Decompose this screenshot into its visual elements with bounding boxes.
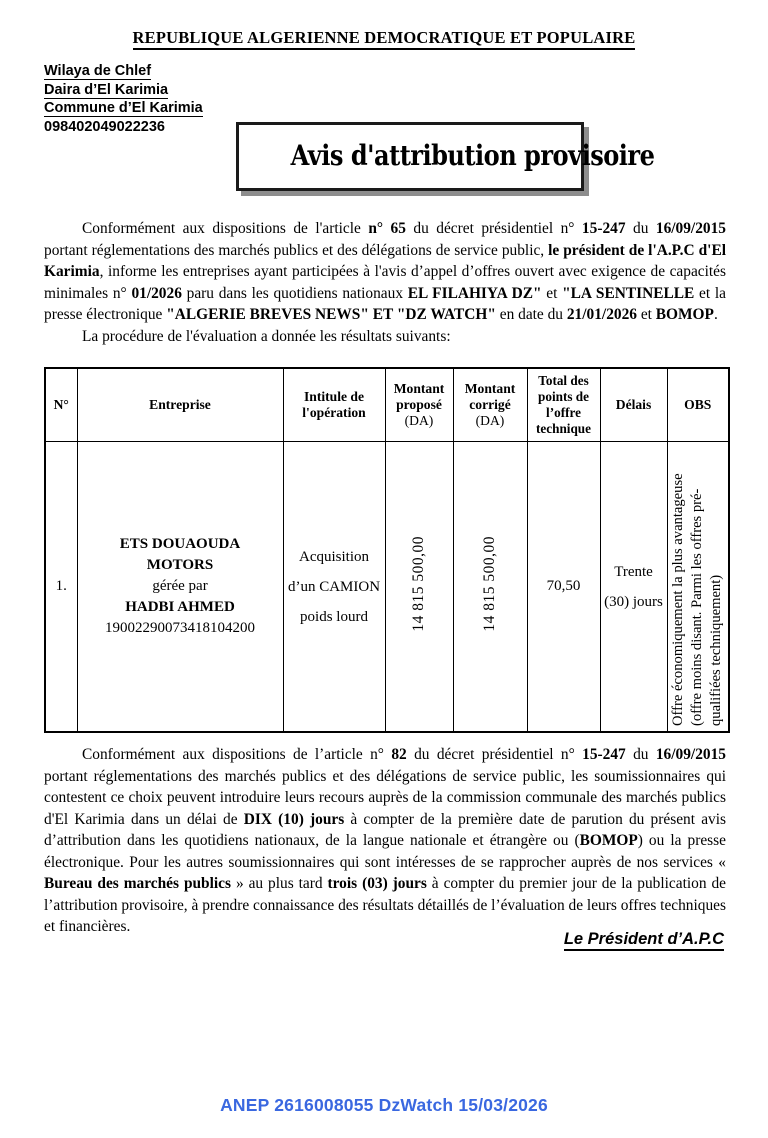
closing-seg2: du décret présidentiel n° — [406, 746, 583, 763]
intro-journal-3: "ALGERIE BREVES NEWS" ET "DZ WATCH" — [166, 306, 496, 323]
daira-line — [44, 81, 203, 100]
header-montant-propose — [385, 368, 453, 442]
header-montant-corrige-l1: Montant — [464, 381, 516, 396]
intro-paragraph — [44, 218, 726, 326]
table-header-row — [45, 368, 729, 442]
header-montant-corrige — [453, 368, 527, 442]
intro-seg3: du — [625, 220, 656, 237]
entreprise-name-l1: ETS DOUAOUDA — [119, 536, 241, 552]
closing-bureau: Bureau des marchés publics — [44, 875, 231, 892]
daira-text: Daira d’El Karimia — [44, 81, 169, 98]
closing-decret-no: 15-247 — [582, 746, 626, 763]
entreprise-registry-number: 19002290073418104200 — [105, 620, 255, 636]
intro-seg10: et — [636, 306, 656, 323]
intro-seg9: en date du — [495, 306, 567, 323]
header-intitule-l2: l'opération — [302, 405, 366, 420]
cell-montant-corrige — [453, 442, 527, 733]
header-montant-corrige-l2: corrigé — [469, 397, 511, 412]
entreprise-name-l2: MOTORS — [146, 557, 214, 573]
wilaya-text: Wilaya de Chlef — [44, 63, 152, 79]
results-table-head — [45, 368, 729, 442]
header-montant-propose-l2: proposé — [396, 397, 442, 412]
intro-appel-no: 01/2026 — [131, 284, 182, 302]
intro-seg4: portant réglementations des marchés publics et des délégations de service public, — [44, 241, 549, 259]
closing-decret-date: 16/09/2015 — [655, 746, 726, 763]
national-heading — [0, 0, 768, 48]
header-montant-propose-unit: (DA) — [404, 413, 434, 428]
header-entreprise: Entreprise — [77, 368, 283, 442]
obs-value: Offre économiquement la plus avantageuse (offre moins disant. Parmi les offres pré-qualifiées techniquement) — [670, 473, 725, 726]
entreprise-geree-par: gérée par — [152, 578, 208, 594]
signature-text: Le Président d’A.P.C — [564, 930, 724, 951]
intitule-l3: poids lourd — [300, 608, 368, 625]
header-total-points-l1: Total des — [538, 373, 589, 388]
footer-anep — [0, 1095, 768, 1116]
closing-delai-dix: DIX (10) jours — [243, 810, 345, 828]
cell-intitule — [283, 442, 385, 733]
closing-seg8: à compter du premier jour de la publication de l’attribution provisoire, à prendre connaissance des résultats détaillés de l’évaluation de leurs offres techniques et financières. — [44, 875, 726, 935]
header-delais: Délais — [600, 368, 667, 442]
closing-seg6: ) ou la presse électronique. Pour les autres soumissionnaires qui sont intéresses de se rapprocher auprès de nos services « — [44, 832, 726, 871]
closing-seg1: Conformément aux dispositions de l’article n° — [82, 746, 392, 763]
montant-propose-value: 14 815 500,00 — [410, 536, 427, 632]
intro-decret-no: 15-247 — [581, 220, 626, 237]
header-total-points-l3: l’offre — [546, 405, 581, 420]
header-montant-corrige-unit: (DA) — [475, 413, 505, 428]
intro-section — [44, 218, 726, 347]
entreprise-manager: HADBI AHMED — [125, 599, 235, 615]
intro-seg6: paru dans les quotidiens nationaux — [181, 284, 408, 302]
header-total-points-l4: technique — [536, 421, 591, 436]
intro-seg2: du décret présidentiel n° — [405, 220, 582, 237]
closing-delai-trois: trois (03) jours — [327, 875, 427, 892]
intro-decret-date: 16/09/2015 — [655, 220, 726, 237]
closing-section — [44, 744, 726, 938]
montant-corrige-value: 14 815 500,00 — [481, 536, 498, 632]
commune-line — [44, 99, 203, 118]
closing-seg3: du — [625, 746, 656, 763]
cell-montant-propose — [385, 442, 453, 733]
intitule-l2: d’un CAMION — [287, 578, 381, 595]
closing-bomop: BOMOP — [579, 832, 638, 849]
closing-seg4: portant réglementations des marchés publics et des délégations de service public, les soumissionnaires qui contestent ce choix peuvent introduire leurs recours auprès de la commission communale des marchés publics d'El Karimia dans un délai de — [44, 767, 726, 828]
intro-seg11: . — [713, 306, 718, 323]
intro-seg7: et — [541, 284, 563, 302]
footer-anep-text: ANEP 2616008055 DzWatch 15/03/2026 — [220, 1095, 548, 1115]
delais-l2: (30) jours — [604, 593, 663, 610]
title-box-container — [236, 122, 655, 191]
header-intitule — [283, 368, 385, 442]
header-montant-propose-l1: Montant — [393, 381, 445, 396]
intro-bomop: BOMOP — [655, 306, 714, 323]
delais-l1: Trente — [614, 563, 653, 580]
title-box-text: Avis d'attribution provisoire — [290, 139, 655, 172]
intro-journal-2: "LA SENTINELLE — [562, 284, 695, 302]
cell-entreprise — [77, 442, 283, 733]
closing-article-no: 82 — [391, 746, 407, 763]
title-box — [236, 122, 655, 191]
reference-line — [44, 118, 203, 137]
intro-seg1: Conformément aux dispositions de l'article — [82, 220, 369, 237]
intro-seg5: , informe les entreprises ayant participées à l'avis d’appel d’offres ouvert avec exigence de capacités minimales n° — [44, 263, 726, 302]
intro-article-no: n° 65 — [368, 220, 406, 237]
administrative-header-block — [44, 62, 203, 136]
closing-seg7: » au plus tard — [231, 875, 328, 892]
results-table-body — [45, 442, 729, 733]
procedure-line: La procédure de l'évaluation a donnée les résultats suivants: — [82, 327, 451, 345]
results-table-container — [44, 367, 728, 733]
intro-seg8: et la presse électronique — [44, 284, 726, 323]
header-no: N° — [45, 368, 77, 442]
cell-total-points: 70,50 — [527, 442, 600, 733]
commune-text: Commune d’El Karimia — [44, 100, 203, 116]
header-intitule-l1: Intitule de — [303, 389, 365, 404]
signature-block — [564, 930, 724, 949]
intitule-l1: Acquisition — [299, 548, 369, 565]
intro-president: le président de l'A.P.C d'El Karimia — [44, 241, 726, 280]
header-obs: OBS — [667, 368, 729, 442]
wilaya-line — [44, 62, 203, 81]
closing-paragraph — [44, 744, 726, 938]
intro-parution-date: 21/01/2026 — [566, 306, 637, 323]
results-table — [44, 367, 730, 733]
cell-delais — [600, 442, 667, 733]
cell-no: 1. — [45, 442, 77, 733]
intro-journal-1: EL FILAHIYA DZ" — [407, 284, 542, 302]
header-total-points-l2: points de — [538, 389, 589, 404]
header-total-points — [527, 368, 600, 442]
national-heading-text: REPUBLIQUE ALGERIENNE DEMOCRATIQUE ET POPULAIRE — [133, 28, 636, 50]
cell-obs — [667, 442, 729, 733]
reference-number: 098402049022236 — [44, 118, 165, 135]
table-row — [45, 442, 729, 733]
closing-seg5: à compter de la première date de parution du présent avis d’attribution dans les quotidiens nationaux, de la langue nationale et étrangère ou ( — [44, 810, 726, 849]
